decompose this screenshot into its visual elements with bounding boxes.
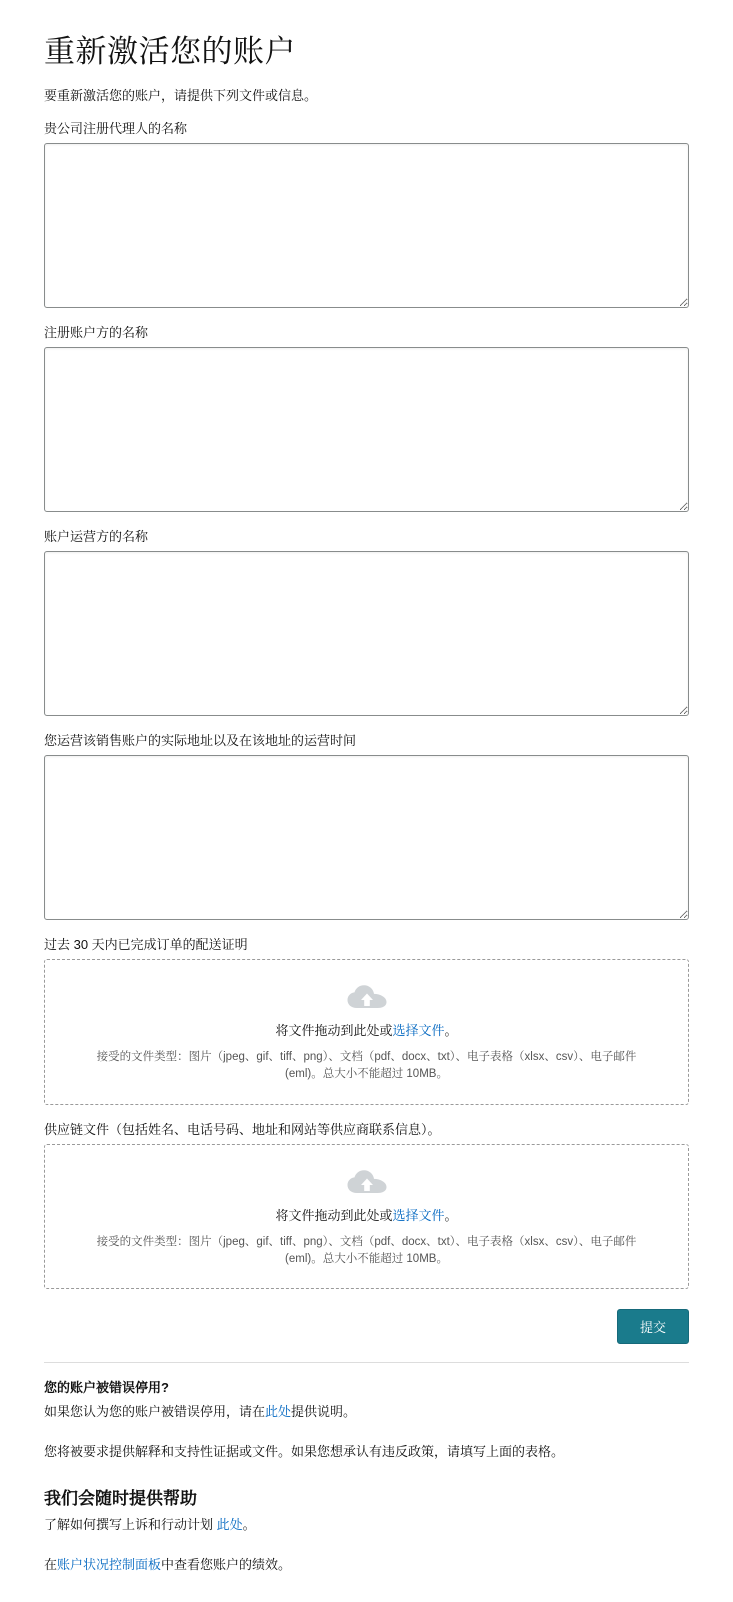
field-account-operator-name (44, 526, 689, 716)
dropzone-instruction (65, 1205, 668, 1224)
wrong-suspension-heading: 您的账户被错误停用? (44, 1380, 169, 1395)
help-text-after: 。 (242, 1517, 256, 1533)
upload-label: 过去 30 天内已完成订单的配送证明 (44, 937, 248, 952)
account-operator-name-input[interactable] (44, 551, 689, 716)
choose-file-link[interactable]: 选择文件 (392, 1207, 445, 1223)
cloud-upload-icon (346, 1169, 388, 1197)
page-subtitle: 要重新激活您的账户，请提供下列文件或信息。 (44, 88, 318, 103)
field-label: 贵公司注册代理人的名称 (44, 121, 188, 136)
registered-agent-name-input[interactable] (44, 143, 689, 308)
submit-button[interactable]: 提交 (617, 1309, 689, 1344)
field-label: 账户运营方的名称 (44, 529, 149, 544)
field-account-registrant-name (44, 322, 689, 512)
help-link[interactable]: 此处 (216, 1517, 243, 1533)
dropzone-text-suffix: 。 (444, 1207, 458, 1223)
dropzone-text-prefix: 将文件拖动到此处或 (275, 1023, 393, 1038)
dashboard-text (44, 1555, 689, 1575)
account-registrant-name-input[interactable] (44, 347, 689, 512)
help-text (44, 1515, 689, 1535)
account-health-dashboard-link[interactable]: 账户状况控制面板 (57, 1557, 162, 1573)
page-title: 重新激活您的账户 (44, 34, 296, 69)
accepted-file-types: 接受的文件类型：图片（jpeg、gif、tiff、png）、文档（pdf、docx、txt）、电子表格（xlsx、csv）、电子邮件 (eml)。总大小不能超过 10MB。 (96, 1051, 637, 1081)
choose-file-link[interactable]: 选择文件 (392, 1023, 445, 1038)
file-dropzone[interactable] (44, 1144, 689, 1290)
submit-row (44, 1309, 689, 1344)
help-text-before: 了解如何撰写上诉和行动计划 (44, 1517, 217, 1533)
wrong-suspension-link[interactable]: 此处 (265, 1404, 292, 1419)
explanation-text: 您将被要求提供解释和支持性证据或文件。如果您想承认有违反政策，请填写上面的表格。 (44, 1444, 565, 1460)
wrong-suspension-text-after: 提供说明。 (291, 1404, 357, 1419)
field-label: 注册账户方的名称 (44, 325, 149, 340)
dropzone-instruction (65, 1020, 668, 1039)
upload-delivery-proof (44, 934, 689, 1105)
business-address-hours-input[interactable] (44, 755, 689, 920)
accepted-file-types: 接受的文件类型：图片（jpeg、gif、tiff、png）、文档（pdf、docx、txt）、电子表格（xlsx、csv）、电子邮件 (eml)。总大小不能超过 10MB。 (96, 1235, 637, 1265)
dashboard-text-after: 中查看您账户的绩效。 (161, 1557, 292, 1573)
reactivate-account-page (0, 26, 733, 1602)
dropzone-text-prefix: 将文件拖动到此处或 (275, 1207, 393, 1223)
field-label: 您运营该销售账户的实际地址以及在该地址的运营时间 (44, 733, 357, 748)
help-heading: 我们会随时提供帮助 (44, 1489, 197, 1509)
wrong-suspension-text-before: 如果您认为您的账户被错误停用，请在 (44, 1404, 266, 1419)
upload-label: 供应链文件（包括姓名、电话号码、地址和网站等供应商联系信息）。 (44, 1121, 441, 1137)
bottom-spacer (44, 1576, 689, 1602)
section-divider (44, 1362, 689, 1363)
dropzone-text-suffix: 。 (444, 1023, 458, 1038)
field-registered-agent-name (44, 118, 689, 308)
field-business-address-hours (44, 730, 689, 920)
file-dropzone[interactable] (44, 959, 689, 1105)
dashboard-text-before: 在 (44, 1557, 58, 1573)
cloud-upload-icon (346, 984, 388, 1012)
wrong-suspension-text (44, 1402, 689, 1422)
upload-supply-chain-docs (44, 1119, 689, 1290)
